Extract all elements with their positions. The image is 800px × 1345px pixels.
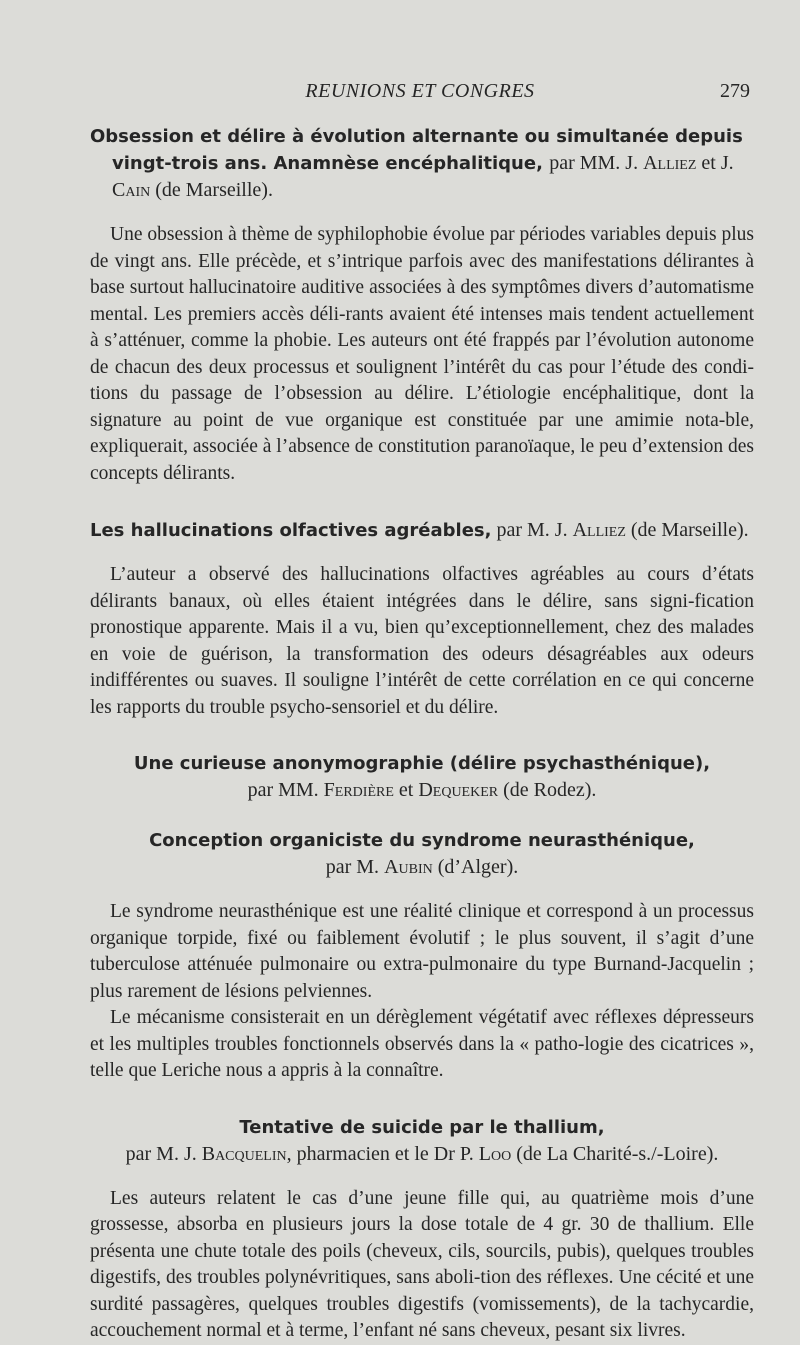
section-authors: par M. J. Bacquelin, pharmacien et le Dr P. Loo (de La Charité-s./-Loire). [125,1142,719,1165]
section-authors: par MM. J. Alliez et J. Cain (de Marseille). [112,152,734,201]
author-name: Alliez [643,152,697,174]
paragraph: Une obsession à thème de syphilophobie évolue par périodes variables depuis plus de vingt ans. Elle précède, et s’intrique parfois avec des manifestations délirantes à base surtout hallucinatoire auditive associées à des symptômes divers d’automatisme mental. Les premiers accès déli-rants avaient été intenses mais tendent actuellement à s’atténuer, comme la phobie. Les auteurs ont été frappés par l’évolution autonome de chacun des deux processus et soulignent l’intérêt du cas pour l’étude des condi-tions du passage de l’obsession au délire. L’étiologie encéphalitique, dont la signature au point de vue organique est constituée par une amimie nota-ble, expliquerait, associée à l’absence de constitution paranoïaque, le peu d’extension des concepts délirants. [90,224,754,484]
author-name: Cain [112,179,151,201]
section-title [90,828,754,881]
paragraph: Le syndrome neurasthénique est une réalité clinique et correspond à un processus organique torpide, fixé ou faiblement évolutif ; le plus souvent, il s’agit d’une tuberculose atténuée pulmonaire ou extra-pulmonaire du type Burnand-Jacquelin ; plus rarement de lésions pelviennes. [90,901,754,1002]
section-title-text: Tentative de suicide par le thallium, [239,1116,605,1138]
author-name: Aubin [384,856,433,878]
author-name: Ferdière [323,779,394,801]
section-title-text: Obsession et délire à évolution alternante ou simultanée depuis vingt-trois ans. Anamnèse encéphalitique, [90,126,743,174]
section-authors: par M. J. Alliez (de Marseille). [491,519,749,541]
page-content [90,124,754,1345]
author-name: Alliez [572,519,626,541]
paragraph: L’auteur a observé des hallucinations olfactives agréables au cours d’états délirants banaux, où elles étaient intégrées dans le délire, sans signi-fication pronostique apparente. Mais il a vu, bien qu’exceptionnellement, chez des malades en voie de guérison, la transformation des odeurs désagréables aux odeurs indifférentes ou suaves. Il souligne l’intérêt de cette corrélation en ce qui concerne les rapports du trouble psycho-sensoriel et du délire. [90,564,754,718]
section-title [90,1115,754,1168]
section-title [90,517,754,544]
author-name: Bacquelin [201,1142,287,1165]
page-header [90,80,750,110]
page-number: 279 [720,80,750,102]
author-name: Loo [478,1142,512,1165]
author-name: Dequeker [418,779,499,801]
section-title [90,124,754,204]
section-authors: par M. Aubin (d’Alger). [325,856,519,878]
section-title-text: Les hallucinations olfactives agréables, [90,520,492,541]
section-authors: par MM. Ferdière et Dequeker (de Rodez). [247,779,597,801]
section-title-text: Conception organiciste du syndrome neurasthénique, [149,830,695,851]
paragraph: Le mécanisme consisterait en un dérèglement végétatif avec réflexes dépresseurs et les multiples troubles fonctionnels observés dans la « patho-logie des cicatrices », telle que Leriche nous a appris à la connaître. [90,1007,754,1081]
paragraph: Les auteurs relatent le cas d’une jeune fille qui, au quatrième mois d’une grossesse, absorba en plusieurs jours la dose totale de 4 gr. 30 de thallium. Elle présenta une chute totale des poils (cheveux, cils, sourcils, pubis), quelques troubles digestifs, des troubles polynévritiques, sans aboli-tion des réflexes. Une cécité et une surdité passagères, quelques troubles digestifs (vomissements), de la tachycardie, accouchement normal et à terme, l’enfant né sans cheveux, pesant six livres. [90,1187,754,1341]
running-title: REUNIONS ET CONGRES [305,80,535,102]
section-title [90,751,754,804]
section-title-text: Une curieuse anonymographie (délire psychasthénique), [133,753,711,774]
